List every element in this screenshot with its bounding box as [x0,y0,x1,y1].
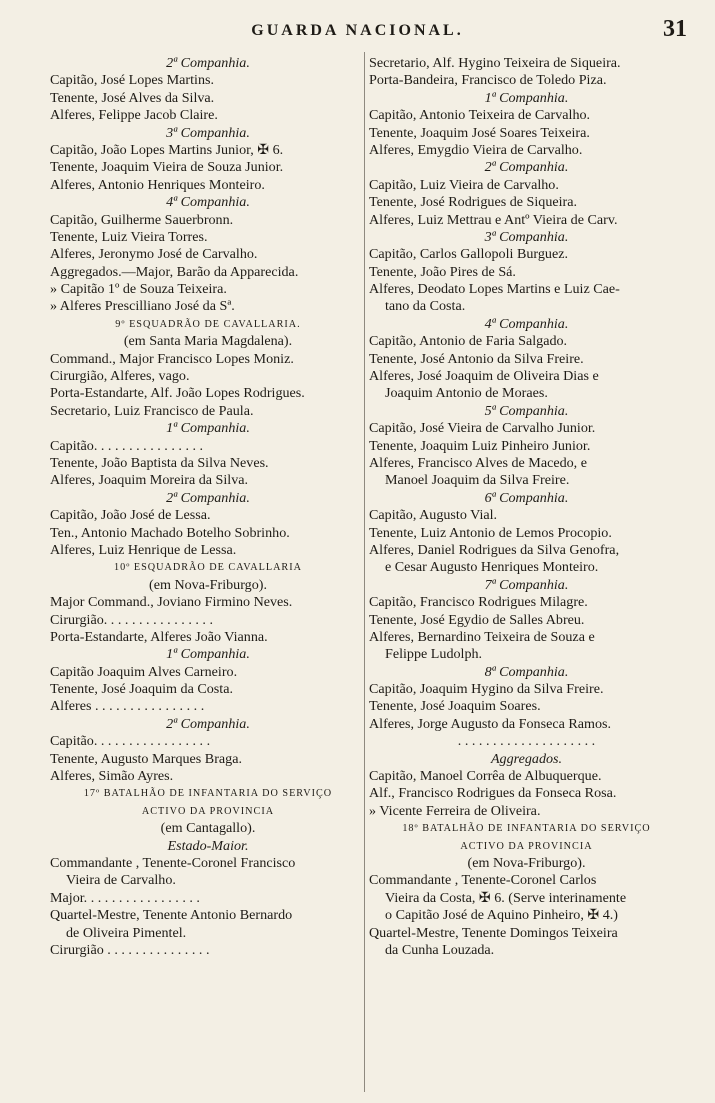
left-column-line: (em Nova-Friburgo). [149,576,267,593]
left-column-line: 4ª Companhia. [166,194,250,211]
left-column-line: Capitão, João Lopes Martins Junior, ✠ 6. [50,141,284,158]
left-column-line: Aggregados.—Major, Barão da Apparecida. [50,263,299,280]
right-column-line: Capitão, Carlos Gallopoli Burguez. [369,246,568,263]
right-column-line: Tenente, João Pires de Sá. [369,263,516,280]
right-column-line: Tenente, José Antonio da Silva Freire. [369,350,584,367]
right-column-line: Capitão, Joaquim Hygino da Silva Freire. [369,681,604,698]
right-column-line: e Cesar Augusto Henriques Monteiro. [385,559,599,576]
right-column-line: o Capitão José de Aquino Pinheiro, ✠ 4.) [385,907,618,924]
right-column-line: Porta-Bandeira, Francisco de Toledo Piza. [369,72,607,89]
right-column-line: Tenente, Joaquim José Soares Teixeira. [369,124,590,141]
left-column-line: Alferes, Luiz Henrique de Lessa. [50,541,237,558]
right-column-line: 3ª Companhia. [484,228,569,245]
left-column-line: ACTIVO DA PROVINCIA [141,805,275,817]
right-column-line: Tenente, José Egydio de Salles Abreu. [369,611,585,628]
right-column-line: tano da Costa. [385,298,466,315]
right-column-line: 7ª Companhia. [484,576,569,593]
right-column-line: Capitão, José Vieira de Carvalho Junior. [369,420,596,437]
right-column-line: Tenente, José Joaquim Soares. [369,698,541,715]
right-column-line: Alferes, Daniel Rodrigues da Silva Genofra, [369,541,620,558]
page-title: GUARDA NACIONAL. [251,22,464,39]
left-column-line: Alferes, Simão Ayres. [50,768,174,785]
left-column-line: Vieira de Carvalho. [66,872,176,889]
left-column-line: Estado-Maior. [167,837,249,854]
right-column-line: Tenente, Luiz Antonio de Lemos Procopio. [369,524,612,541]
left-column-line: Quartel-Mestre, Tenente Antonio Bernardo [50,907,293,924]
right-column-line: Tenente, Joaquim Luiz Pinheiro Junior. [369,437,591,454]
right-column-line: 4ª Companhia. [484,315,569,332]
left-column-line: Commandante , Tenente-Coronel Francisco [50,854,296,871]
left-column-line: Capitão, João José de Lessa. [50,507,211,524]
left-column-line: 10º ESQUADRÃO DE CAVALLARIA [114,562,302,574]
right-column-line: Capitão, Francisco Rodrigues Milagre. [369,594,588,611]
left-column-line: Tenente, João Baptista da Silva Neves. [50,454,269,471]
right-column-line: da Cunha Louzada. [385,941,495,958]
left-column-line: 1ª Companhia. [166,420,250,437]
left-column-line: Porta-Estandarte, Alferes João Vianna. [50,628,268,645]
left-column-line: Capitão. . . . . . . . . . . . . . . . . [50,733,211,750]
left-column-line: 3ª Companhia. [166,124,250,141]
left-column-line: Alferes . . . . . . . . . . . . . . . . [50,698,205,715]
left-column-line: Tenente, José Joaquim da Costa. [50,681,233,698]
right-column-line: Commandante , Tenente-Coronel Carlos [369,872,597,889]
left-column-line: Alferes, Joaquim Moreira da Silva. [50,472,249,489]
left-column-line: Ten., Antonio Machado Botelho Sobrinho. [50,524,290,541]
right-column-line: 1ª Companhia. [484,89,569,106]
left-column-line: Tenente, José Alves da Silva. [50,89,215,106]
right-column-line: Alf., Francisco Rodrigues da Fonseca Rosa. [369,785,617,802]
right-column-line: » Vicente Ferreira de Oliveira. [369,802,541,819]
right-column-line: Capitão, Augusto Vial. [369,507,498,524]
right-column-line: Alferes, Jorge Augusto da Fonseca Ramos. [369,715,612,732]
right-column-line: Alferes, Francisco Alves de Macedo, e [369,454,587,471]
left-column-line: Capitão. . . . . . . . . . . . . . . . [50,437,204,454]
right-column-line: 2ª Companhia. [484,159,569,176]
left-column-line: Tenente, Luiz Vieira Torres. [50,228,208,245]
right-column [369,55,684,959]
right-column-line: Capitão, Antonio de Faria Salgado. [369,333,568,350]
left-column-line: 17º BATALHÃO DE INFANTARIA DO SERVIÇO [83,788,333,800]
left-column-line: Command., Major Francisco Lopes Moniz. [50,350,294,367]
left-column-line: Secretario, Luiz Francisco de Paula. [50,402,254,419]
right-column-line: Alferes, Deodato Lopes Martins e Luiz Cae- [369,281,620,298]
left-column-line: 9º ESQUADRÃO DE CAVALLARIA. [115,318,301,330]
right-column-line: Vieira da Costa, ✠ 6. (Serve interinamente [385,889,627,906]
left-column-line: Cirurgião. . . . . . . . . . . . . . . . [50,611,213,628]
left-column-line: Alferes, Antonio Henriques Monteiro. [50,176,265,193]
right-column-line: Alferes, Luiz Mettrau e Antº Vieira de Carv. [369,211,618,228]
right-column-line: Joaquim Antonio de Moraes. [385,385,548,402]
left-column-line: 1ª Companhia. [166,646,250,663]
left-column-line: (em Cantagallo). [160,820,256,837]
left-column-line: Major. . . . . . . . . . . . . . . . . [50,889,200,906]
left-column-line: Capitão, Guilherme Sauerbronn. [50,211,234,228]
right-column-line: Manoel Joaquim da Silva Freire. [385,472,570,489]
right-column-line: Capitão, Manoel Corrêa de Albuquerque. [369,768,602,785]
right-column-line: 18º BATALHÃO DE INFANTARIA DO SERVIÇO [402,823,651,835]
left-column-line: Capitão Joaquim Alves Carneiro. [50,663,238,680]
left-column [50,55,366,959]
right-column-line: Quartel-Mestre, Tenente Domingos Teixeira [369,924,618,941]
right-column-line: Secretario, Alf. Hygino Teixeira de Siqueira. [369,55,621,71]
left-column-line: Cirurgião . . . . . . . . . . . . . . . [50,941,210,958]
right-column-line: Alferes, Bernardino Teixeira de Souza e [369,628,595,645]
left-column-line: Tenente, Augusto Marques Braga. [50,750,242,767]
page-header [0,16,715,48]
left-column-line: Cirurgião, Alferes, vago. [50,368,190,385]
left-column-line: Porta-Estandarte, Alf. João Lopes Rodrigues. [50,385,305,402]
left-column-line: 2ª Companhia. [166,715,250,732]
left-column-line: 2ª Companhia. [166,489,250,506]
left-column-line: Major Command., Joviano Firmino Neves. [50,594,293,611]
left-column-line: Alferes, Felippe Jacob Claire. [50,107,218,124]
right-column-line: ACTIVO DA PROVINCIA [460,840,593,852]
right-column-line: Tenente, José Rodrigues de Siqueira. [369,194,578,211]
right-column-line: Felippe Ludolph. [385,646,483,663]
right-column-line: . . . . . . . . . . . . . . . . . . . . [457,733,596,750]
right-column-line: Alferes, José Joaquim de Oliveira Dias e [369,368,599,385]
left-column-line: Tenente, Joaquim Vieira de Souza Junior. [50,159,284,176]
left-column-line: de Oliveira Pimentel. [66,924,187,941]
right-column-line: Capitão, Luiz Vieira de Carvalho. [369,176,559,193]
right-column-line: Capitão, Antonio Teixeira de Carvalho. [369,107,591,124]
left-column-line: 2ª Companhia. [166,55,250,71]
right-column-line: Aggregados. [490,750,563,767]
left-column-line: » Alferes Prescilliano José da Sª. [50,298,235,315]
right-column-line: (em Nova-Friburgo). [467,854,586,871]
left-column-line: (em Santa Maria Magdalena). [123,333,293,350]
right-column-line: Alferes, Emygdio Vieira de Carvalho. [369,141,583,158]
right-column-line: 5ª Companhia. [484,402,569,419]
right-column-line: 8ª Companhia. [484,663,569,680]
left-column-line: Capitão, José Lopes Martins. [50,72,215,89]
page-number: 31 [663,16,687,42]
right-column-line: 6ª Companhia. [484,489,569,506]
left-column-line: Alferes, Jeronymo José de Carvalho. [50,246,258,263]
left-column-line: » Capitão 1º de Souza Teixeira. [50,281,227,298]
